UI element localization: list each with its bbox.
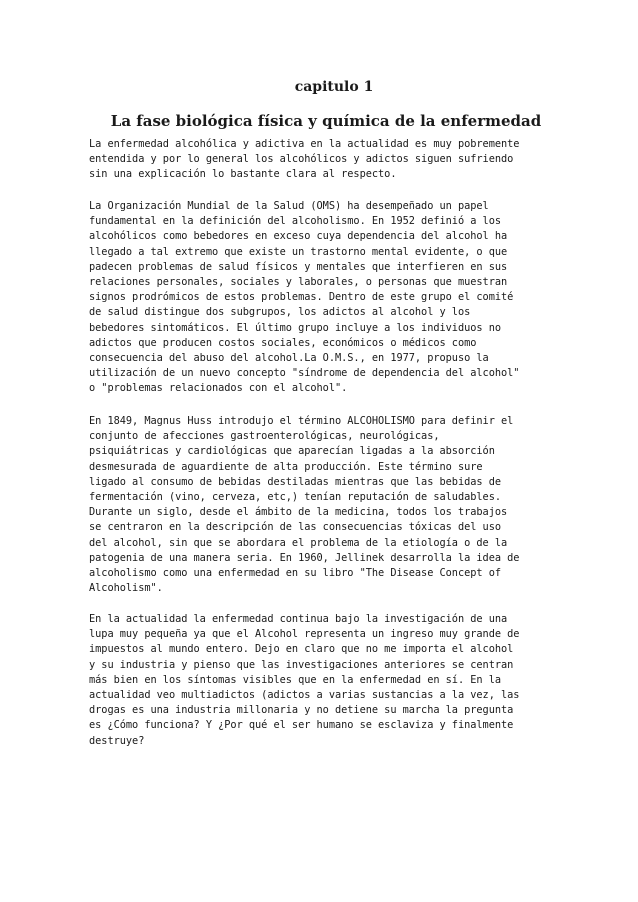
paragraph-oms-definition: La Organización Mundial de la Salud (OMS) ha desempeñado un papel fundamental en la definición del alcoholismo. En 1952 definió a los alcohólicos como bebedores en exceso cuya dependencia del alcohol ha llegado a tal extremo que existe un trastorno mental evidente, o que padecen problemas de salud físicos y mentales que interfieren en sus relaciones personales, sociales y laborales, o personas que muestran signos prodrómicos de estos problemas. Dentro de este grupo el comité de salud distingue dos subgrupos, los adictos al alcohol y los bebedores sintomáticos. El último grupo incluye a los individuos no adictos que producen costos sociales, económicos o médicos como consecuencia del abuso del alcohol.La O.M.S., en 1977, propuso la utilización de un nuevo concepto "síndrome de dependencia del alcohol" o "problemas relacionados con el alcohol". (89, 200, 520, 395)
document-title: La fase biológica física y química de la enfermedad (110, 112, 542, 130)
paragraph-history: En 1849, Magnus Huss introdujo el término ALCOHOLISMO para definir el conjunto de afecciones gastroenterológicas, neurológicas, psiquiátricas y cardiológicas que aparecían ligadas a la absorción desmesurada de aguardiente de alta producción. Este término sure ligado al consumo de bebidas destiladas mientras que las bebidas de fermentación (vino, cerveza, etc,) tenían reputación de saludables. Durante un siglo, desde el ámbito de la medicina, todos los trabajos se centraron en la descripción de las consecuencias tóxicas del uso del alcohol, sin que se abordara el problema de la etiología o de la patogenia de una manera seria. En 1960, Jellinek desarrolla la idea de alcoholismo como una enfermedad en su libro "The Disease Concept of Alcoholism". (89, 415, 520, 595)
paragraph-current-research: En la actualidad la enfermedad continua bajo la investigación de una lupa muy pequeña ya que el Alcohol representa un ingreso muy grande de impuestos al mundo entero. Dejo en claro que no me importa el alcohol y su industria y pienso que las investigaciones anteriores se centran más bien en los síntomas visibles que en la enfermedad en sí. En la actualidad veo multiadictos (adictos a varias sustancias a la vez, las drogas es una industria millonaria y no detiene su marcha la pregunta es ¿Cómo funciona? Y ¿Por qué el ser humano se esclaviza y finalmente destruye? (89, 613, 520, 747)
chapter-heading: capitulo 1 (294, 79, 374, 95)
paragraph-intro: La enfermedad alcohólica y adictiva en la actualidad es muy pobremente entendida y por lo general los alcohólicos y adictos siguen sufriendo sin una explicación lo bastante clara al respecto. (89, 138, 520, 181)
